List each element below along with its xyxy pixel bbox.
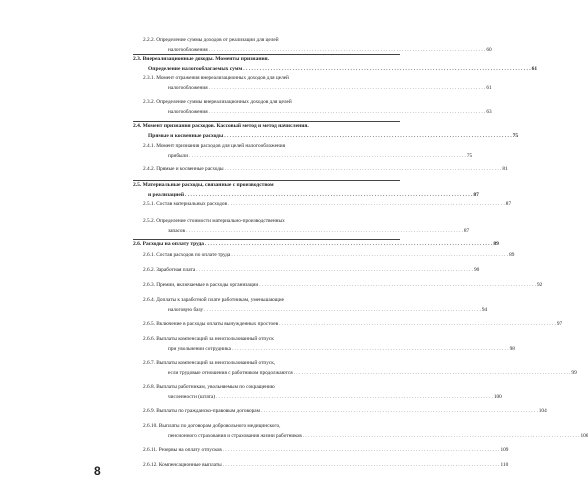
toc-entry-text: 2.6.4. Доплаты к заработной плате работникам, уменьшающие [143, 297, 284, 303]
toc-section [133, 122, 519, 141]
dot-leader [204, 306, 481, 316]
dot-leader [259, 281, 536, 291]
toc-page-number: 89 [493, 241, 499, 247]
toc-entry-text: 2.6.3. Премии, включаемые в расходы организации [143, 282, 259, 288]
toc-line [143, 152, 473, 162]
toc-page-number: 87 [505, 201, 512, 207]
toc-subsection [133, 200, 512, 210]
toc-line [143, 74, 410, 84]
toc-entry-text: 2.5.1. Состав материальных расходов [143, 201, 228, 207]
toc-entry-text: 2.6.10. Выплаты по договорам добровольного медицинского, [143, 423, 281, 429]
toc-entry-text: 2.3.2. Определение суммы внереализационных доходов для целей [143, 99, 292, 105]
toc-line [143, 446, 509, 456]
toc-line [143, 359, 410, 369]
toc-entry-text: 2.6.6. Выплаты компенсаций за неиспользованный отпуск [143, 336, 274, 342]
toc-line [143, 383, 410, 393]
toc-entry-text: налогообложения [168, 108, 208, 115]
toc-entry-text: Определение налогооблагаемых сумм [148, 65, 243, 72]
toc-subsection [133, 74, 492, 93]
toc-entry-text: запасов [168, 227, 186, 234]
toc-entry-text: пенсионного страхования и страхования жизни работников [168, 432, 302, 439]
toc-line [133, 191, 479, 201]
toc-entry-text: 2.2.2. Определение суммы доходов от реализации для целей [143, 37, 279, 43]
toc-line [143, 227, 470, 237]
toc-line [133, 181, 400, 191]
toc-page-number: 75 [512, 132, 519, 139]
toc-line [143, 320, 563, 330]
toc-entry-text: прибыли [168, 152, 189, 159]
toc-line [133, 132, 519, 142]
dot-leader [224, 132, 511, 142]
toc-subsection [133, 383, 502, 402]
toc-entry-text: 2.6.5. Включение в расходы оплаты вынужденных простоев [143, 321, 279, 327]
dot-leader [209, 46, 486, 56]
toc-entry-text: налогообложения [168, 84, 208, 91]
toc-line [143, 407, 547, 417]
toc-line [143, 266, 480, 276]
toc-line [143, 369, 577, 379]
toc-line [143, 98, 410, 108]
toc-line [143, 306, 488, 316]
dot-leader [223, 446, 500, 456]
toc-entry-text: если трудовые отношения с работником продолжаются [168, 369, 293, 376]
toc-entry-text: 2.6.7. Выплаты компенсаций за неиспользованный отпуск, [143, 360, 276, 366]
toc-page-number: 75 [466, 152, 473, 159]
toc-entry-text: 2.6.1. Состав расходов по оплате труда [143, 252, 231, 258]
toc-line [143, 251, 515, 261]
toc-subsection [133, 320, 563, 330]
toc-subsection [133, 335, 515, 354]
toc-page-number: 100 [493, 393, 502, 400]
toc-line [143, 108, 492, 118]
page-number: 8 [94, 464, 101, 478]
toc-entry-text: 2.4.2. Прямые и косвенные расходы [143, 166, 224, 172]
toc-subsection [133, 461, 509, 471]
toc-page-number: 109 [500, 447, 509, 453]
toc-line [143, 393, 502, 403]
toc-line [143, 461, 509, 471]
toc-section [133, 181, 479, 200]
toc-subsection [133, 281, 543, 291]
toc-entry-text: налоговую базу [168, 306, 204, 313]
toc-subsection [133, 142, 473, 161]
dot-leader [209, 84, 486, 94]
toc-subsection [133, 296, 488, 315]
toc-line [133, 65, 538, 75]
dot-leader [225, 165, 502, 175]
toc-line [143, 281, 543, 291]
toc-line [143, 422, 410, 432]
toc-entry-text: численности (штата) [168, 393, 216, 400]
toc-entry-text: 2.6.9. Выплаты по гражданско-правовым договорам [143, 408, 260, 414]
toc-page-number: 110 [500, 462, 509, 468]
dot-leader [189, 152, 466, 162]
toc-line [133, 122, 400, 132]
toc-entry-text: 2.4. Момент признания расходов. Кассовый метод и метод начисления. [133, 123, 309, 129]
toc-line [143, 46, 492, 56]
toc-page-number: 98 [509, 345, 515, 352]
toc-entry-text: 2.4.1. Момент признания расходов для целей налогообложения [143, 143, 286, 149]
toc-line [143, 296, 410, 306]
toc-subsection [133, 359, 577, 378]
toc-line [143, 345, 515, 355]
toc-page-number: 90 [473, 267, 480, 273]
toc-line [143, 36, 410, 46]
toc-subsection [133, 217, 470, 236]
toc-subsection [133, 251, 515, 261]
toc-entry-text: налогообложения [168, 46, 208, 53]
toc-entry-text: при увольнении сотрудника [168, 345, 231, 352]
toc-entry-text: Прямые и косвенные расходы [148, 132, 224, 139]
dot-leader [232, 345, 509, 355]
toc-page-number: 94 [481, 306, 488, 313]
toc-line [143, 432, 588, 442]
toc-entry-text: и реализацией [148, 191, 185, 198]
toc-entry-text: 2.3.1. Момент отражения внереализационных доходов для целей [143, 75, 289, 81]
toc-line [143, 217, 410, 227]
dot-leader [231, 251, 508, 261]
dot-leader [186, 227, 463, 237]
toc-subsection [133, 422, 588, 441]
dot-leader [294, 369, 571, 379]
toc-section [133, 55, 538, 74]
toc-line [143, 84, 492, 94]
toc-subsection [133, 266, 480, 276]
toc-entry-text: 2.6.2. Заработная плата [143, 267, 196, 273]
toc-subsection [133, 98, 492, 117]
toc-entry-text: 2.5.2. Определение стоимости материально-производственных [143, 218, 285, 224]
toc-page-number: 104 [538, 408, 547, 414]
toc-line [143, 335, 410, 345]
dot-leader [228, 200, 505, 210]
dot-leader [196, 266, 473, 276]
toc-entry-text: 2.5. Материальные расходы, связанные с производством [133, 182, 274, 188]
toc-subsection [133, 36, 492, 55]
toc-subsection [133, 446, 509, 456]
toc-entry-text: 2.6.8. Выплаты работникам, увольняемым по сокращению [143, 384, 275, 390]
toc-entry-text: 2.3. Внереализационные доходы. Моменты признания. [133, 56, 270, 62]
toc-page-number: 81 [502, 166, 508, 172]
toc-page-number: 87 [473, 191, 479, 198]
toc-page-number: 63 [486, 108, 492, 115]
toc-line [143, 142, 410, 152]
dot-leader [216, 393, 493, 403]
toc-line [133, 240, 499, 250]
dot-leader [243, 65, 530, 75]
dot-leader [209, 108, 486, 118]
toc-page-number: 87 [463, 227, 470, 234]
toc-page-number: 97 [556, 321, 563, 327]
toc-page-number: 106 [580, 432, 588, 439]
toc-page-number: 89 [509, 252, 515, 258]
toc-page-number: 92 [537, 282, 543, 288]
dot-leader [223, 461, 500, 471]
toc-entry-text: 2.6.11. Резервы на оплату отпусков [143, 447, 222, 453]
toc-entry-text: 2.6. Расходы на оплату труда [133, 241, 205, 247]
toc-page-number: 61 [486, 84, 492, 91]
toc-page-number: 99 [571, 369, 577, 376]
dot-leader [261, 407, 538, 417]
toc-page-number: 60 [486, 46, 492, 53]
dot-leader [205, 240, 492, 250]
toc-line [133, 55, 400, 65]
dot-leader [185, 191, 472, 201]
toc-line [143, 200, 512, 210]
toc-section [133, 240, 499, 250]
toc-page-number: 61 [531, 65, 538, 72]
toc-subsection [133, 407, 547, 417]
toc-line [143, 165, 508, 175]
dot-leader [279, 320, 556, 330]
dot-leader [303, 432, 580, 442]
toc-subsection [133, 165, 508, 175]
toc-entry-text: 2.6.12. Компенсационные выплаты [143, 462, 222, 468]
